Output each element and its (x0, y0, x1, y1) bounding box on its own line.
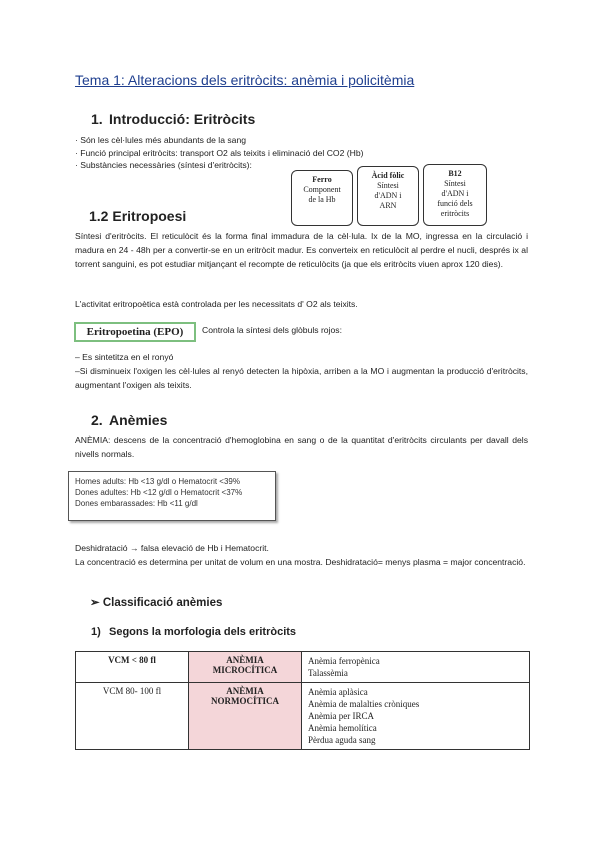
anemia-type-line: ANÈMIA (226, 655, 264, 665)
epo-points (75, 350, 528, 392)
bullet-item: · Funció principal eritròcits: transport O2 als teixits i eliminació del CO2 (Hb) (75, 147, 364, 158)
section-2-heading (91, 412, 167, 428)
hb-threshold-line: Dones embarassades: Hb <11 g/dl (75, 499, 198, 508)
anemia-list-cell (302, 683, 530, 750)
vcm-cell: VCM 80- 100 fl (76, 683, 189, 750)
vcm-classification-table (75, 651, 530, 750)
document-title: Tema 1: Alteracions dels eritròcits: anèmia i policitèmia (75, 72, 415, 88)
section-2-title: Anèmies (109, 412, 168, 428)
box-line: de la Hb (308, 195, 336, 204)
section-1-title: Introducció: Eritròcits (109, 111, 256, 127)
box-line: Síntesi (444, 179, 466, 188)
list-item: Anèmia aplàsica (308, 687, 368, 697)
anemia-definition: ANÈMIA: descens de la concentració d'hemoglobina en sang o de la quantitat d'eritròcits circulants per davall dels nivells normals. (75, 435, 528, 459)
table-row (76, 652, 530, 683)
anemia-list-cell (302, 652, 530, 683)
anemia-type-line: NORMOCÍTICA (210, 696, 279, 706)
anemia-type-line: MICROCÍTICA (212, 665, 278, 675)
eritropoesi-paragraph: Síntesi d'eritròcits. El reticulòcit és la forma final immadura de la cèl·lula. Ix de la MO, ingressa en la circulació i madura en 24 - 48h per a convertir-se en un eritròcit madur. Es converteix en reticulòcit al perdre el nucli, després ix al torrent sanguini, es pot estudiar mitjançant el recompte de reticulòcits (ja que els eritròcits viuen aprox 120 dies). (75, 231, 528, 269)
substance-box-acid-folic (357, 166, 419, 226)
box-title: Ferro (312, 175, 332, 184)
substance-box-ferro (291, 170, 353, 226)
bullet-item: · Són les cèl·lules més abundants de la sang (75, 135, 247, 145)
list-item: Talassèmia (308, 668, 348, 678)
deshidratacio-line: La concentració es determina per unitat de volum en una mostra. Deshidratació= menys plasma = major concentració. (75, 557, 526, 567)
anemia-type-cell (189, 683, 302, 750)
box-line: d'ADN i (374, 191, 402, 200)
box-line: Component (303, 185, 341, 194)
intro-bullets (75, 134, 363, 172)
section-1-number: 1. (91, 111, 103, 127)
epo-point: –Si disminueix l'oxigen les cèl·lules al renyó detecten la hipòxia, arriben a la MO i augmentan la producció d'eritròcits, augmentant l'oxigen als teixits. (75, 366, 528, 390)
morfologia-label: Segons la morfologia dels eritròcits (109, 626, 297, 638)
morfologia-heading (91, 626, 296, 638)
classificacio-label: Classificació anèmies (102, 597, 223, 609)
anemia-type-cell (189, 652, 302, 683)
box-title: B12 (448, 169, 462, 178)
list-item: Pèrdua aguda sang (308, 735, 376, 745)
activitat-paragraph: L'activitat eritropoètica està controlada per les necessitats d' O2 als teixits. (75, 299, 358, 309)
table-row (76, 683, 530, 750)
morfologia-number: 1) (91, 626, 101, 638)
epo-point: – Es sintetitza en el ronyó (75, 352, 174, 362)
hb-threshold-line: Homes adults: Hb <13 g/dl o Hematocrit <39% (75, 477, 240, 486)
hb-threshold-line: Dones adultes: Hb <12 g/dl o Hematocrit <37% (75, 488, 243, 497)
box-title: Àcid fòlic (371, 171, 405, 180)
list-item: Anèmia de malalties cròniques (308, 699, 420, 709)
section-2-number: 2. (91, 412, 103, 428)
box-line: ARN (379, 201, 397, 210)
section-1-2-heading: 1.2 Eritropoesi (89, 208, 187, 224)
epo-label-box: Eritropoetina (EPO) (74, 322, 196, 342)
bullet-item: · Substàncies necessàries (síntesi d'eritròcits): (75, 160, 252, 170)
box-line: Síntesi (377, 181, 399, 190)
epo-description: Controla la síntesi dels glòbuls rojos: (202, 325, 342, 335)
section-1-heading (91, 111, 255, 127)
box-line: d'ADN i (441, 189, 469, 198)
anemia-type-line: ANÈMIA (226, 686, 264, 696)
list-item: Anèmia ferropènica (308, 656, 380, 666)
arrow-bullet-icon: ➢ (90, 597, 100, 609)
hb-thresholds-box (68, 471, 276, 521)
substance-box-b12 (423, 164, 487, 226)
classificacio-heading (90, 595, 222, 609)
list-item: Anèmia hemolítica (308, 723, 377, 733)
box-line: eritròcits (440, 209, 470, 218)
vcm-cell: VCM < 80 fl (76, 652, 189, 683)
list-item: Anèmia per IRCA (308, 711, 374, 721)
deshidratacio-paragraph (75, 541, 528, 569)
deshidratacio-line: Deshidratació → falsa elevació de Hb i Hematocrit. (75, 543, 269, 553)
box-line: funció dels (437, 199, 473, 208)
